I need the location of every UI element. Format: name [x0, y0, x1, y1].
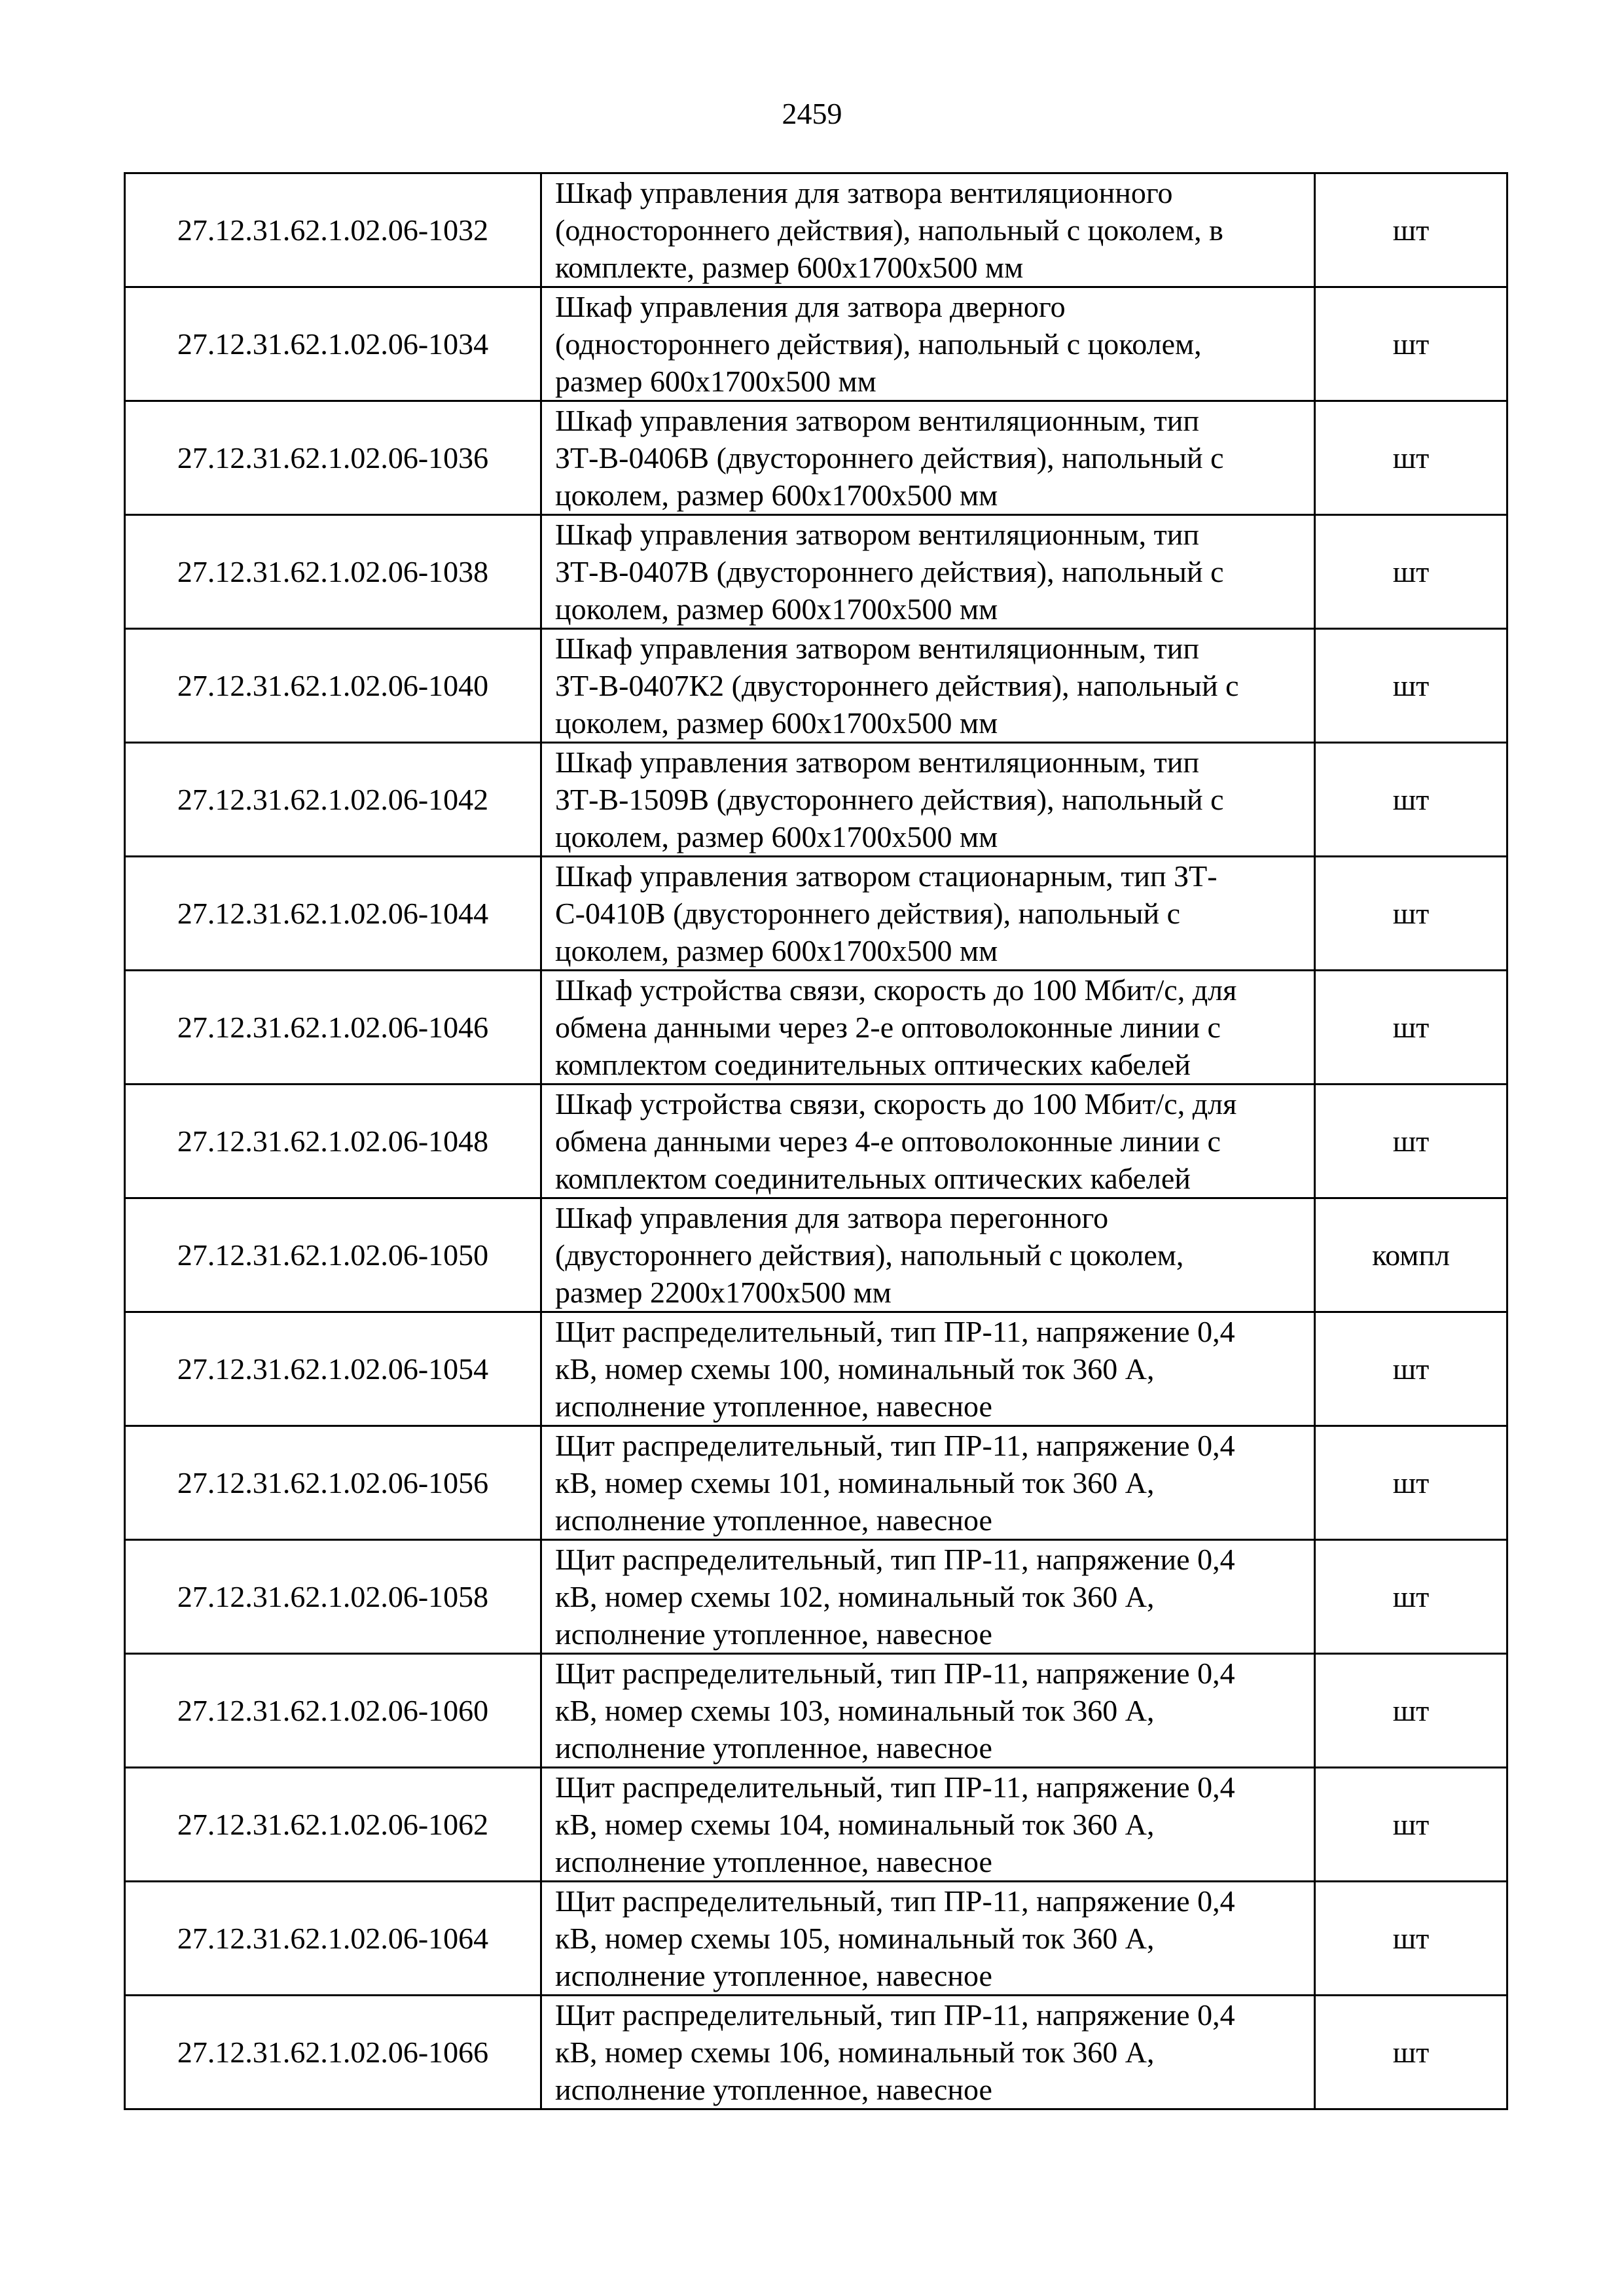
resource-code: 27.12.31.62.1.02.06-1056: [125, 1426, 541, 1540]
unit-of-measure: шт: [1315, 173, 1507, 287]
table-row: [125, 1996, 1507, 2109]
description-line: комплекте, размер 600х1700х500 мм: [555, 251, 1024, 284]
description-line: Щит распределительный, тип ПР-11, напряжение 0,4: [555, 1315, 1235, 1348]
resource-code: 27.12.31.62.1.02.06-1046: [125, 971, 541, 1085]
description-line: ЗТ-В-0407В (двустороннего действия), напольный с: [555, 555, 1224, 588]
description-line: размер 600х1700х500 мм: [555, 365, 876, 398]
table-row: [125, 743, 1507, 857]
resource-description: [541, 1996, 1315, 2109]
description-line: Шкаф управления затвором вентиляционным, тип: [555, 745, 1199, 779]
resource-description: [541, 629, 1315, 743]
description-line: Щит распределительный, тип ПР-11, напряжение 0,4: [555, 1543, 1235, 1576]
table-row: [125, 971, 1507, 1085]
description-line: С-0410В (двустороннего действия), напольный с: [555, 897, 1181, 930]
resource-table: [124, 172, 1508, 2110]
description-line: Шкаф устройства связи, скорость до 100 Мбит/с, для: [555, 973, 1237, 1007]
resource-code: 27.12.31.62.1.02.06-1058: [125, 1540, 541, 1654]
page-number: 2459: [782, 97, 842, 130]
table-row: [125, 401, 1507, 515]
description-line: исполнение утопленное, навесное: [555, 1390, 992, 1423]
table-row: [125, 1654, 1507, 1768]
resource-description: [541, 1540, 1315, 1654]
resource-code: 27.12.31.62.1.02.06-1040: [125, 629, 541, 743]
unit-of-measure: шт: [1315, 857, 1507, 971]
table-row: [125, 857, 1507, 971]
description-line: Шкаф управления для затвора вентиляционного: [555, 176, 1173, 209]
unit-of-measure: шт: [1315, 287, 1507, 401]
resource-description: [541, 1198, 1315, 1312]
unit-of-measure: компл: [1315, 1198, 1507, 1312]
description-line: размер 2200х1700х500 мм: [555, 1276, 892, 1309]
table-row: [125, 173, 1507, 287]
resource-description: [541, 401, 1315, 515]
resource-description: [541, 1654, 1315, 1768]
description-line: Щит распределительный, тип ПР-11, напряжение 0,4: [555, 1429, 1235, 1462]
table-row: [125, 1085, 1507, 1198]
table-row: [125, 1426, 1507, 1540]
resource-description: [541, 1882, 1315, 1996]
description-line: Шкаф управления затвором вентиляционным, тип: [555, 404, 1199, 437]
resource-code: 27.12.31.62.1.02.06-1060: [125, 1654, 541, 1768]
resource-description: [541, 287, 1315, 401]
description-line: исполнение утопленное, навесное: [555, 1731, 992, 1765]
unit-of-measure: шт: [1315, 1882, 1507, 1996]
unit-of-measure: шт: [1315, 629, 1507, 743]
description-line: цоколем, размер 600х1700х500 мм: [555, 478, 998, 512]
table-row: [125, 1768, 1507, 1882]
resource-code: 27.12.31.62.1.02.06-1032: [125, 173, 541, 287]
resource-description: [541, 1312, 1315, 1426]
unit-of-measure: шт: [1315, 1312, 1507, 1426]
description-line: исполнение утопленное, навесное: [555, 1617, 992, 1651]
unit-of-measure: шт: [1315, 971, 1507, 1085]
description-line: цоколем, размер 600х1700х500 мм: [555, 934, 998, 967]
description-line: исполнение утопленное, навесное: [555, 1845, 992, 1878]
unit-of-measure: шт: [1315, 1996, 1507, 2109]
description-line: (двустороннего действия), напольный с цоколем,: [555, 1238, 1184, 1272]
description-line: цоколем, размер 600х1700х500 мм: [555, 820, 998, 853]
description-line: кВ, номер схемы 104, номинальный ток 360 А,: [555, 1808, 1155, 1841]
unit-of-measure: шт: [1315, 743, 1507, 857]
description-line: Шкаф управления затвором вентиляционным, тип: [555, 518, 1199, 551]
description-line: Шкаф управления для затвора дверного: [555, 290, 1066, 323]
table-row: [125, 1882, 1507, 1996]
description-line: ЗТ-В-0407К2 (двустороннего действия), напольный с: [555, 669, 1239, 702]
resource-code: 27.12.31.62.1.02.06-1034: [125, 287, 541, 401]
description-line: исполнение утопленное, навесное: [555, 1503, 992, 1537]
resource-code: 27.12.31.62.1.02.06-1062: [125, 1768, 541, 1882]
resource-description: [541, 1426, 1315, 1540]
description-line: Щит распределительный, тип ПР-11, напряжение 0,4: [555, 1770, 1235, 1804]
resource-description: [541, 515, 1315, 629]
resource-code: 27.12.31.62.1.02.06-1038: [125, 515, 541, 629]
description-line: Щит распределительный, тип ПР-11, напряжение 0,4: [555, 1657, 1235, 1690]
description-line: комплектом соединительных оптических кабелей: [555, 1162, 1191, 1195]
resource-description: [541, 1768, 1315, 1882]
unit-of-measure: шт: [1315, 1540, 1507, 1654]
description-line: кВ, номер схемы 103, номинальный ток 360 А,: [555, 1694, 1155, 1727]
unit-of-measure: шт: [1315, 515, 1507, 629]
description-line: кВ, номер схемы 101, номинальный ток 360 А,: [555, 1466, 1155, 1499]
unit-of-measure: шт: [1315, 401, 1507, 515]
description-line: Шкаф управления затвором стационарным, тип ЗТ-: [555, 859, 1218, 893]
resource-description: [541, 857, 1315, 971]
unit-of-measure: шт: [1315, 1085, 1507, 1198]
table-row: [125, 287, 1507, 401]
description-line: кВ, номер схемы 100, номинальный ток 360 А,: [555, 1352, 1155, 1386]
description-line: ЗТ-В-0406В (двустороннего действия), напольный с: [555, 441, 1224, 475]
resource-code: 27.12.31.62.1.02.06-1044: [125, 857, 541, 971]
resource-code: 27.12.31.62.1.02.06-1048: [125, 1085, 541, 1198]
description-line: Шкаф устройства связи, скорость до 100 Мбит/с, для: [555, 1087, 1237, 1121]
unit-of-measure: шт: [1315, 1768, 1507, 1882]
description-line: комплектом соединительных оптических кабелей: [555, 1048, 1191, 1081]
resource-description: [541, 173, 1315, 287]
resource-description: [541, 1085, 1315, 1198]
resource-table-body: [125, 173, 1507, 2109]
unit-of-measure: шт: [1315, 1426, 1507, 1540]
table-row: [125, 1312, 1507, 1426]
description-line: (одностороннего действия), напольный с цоколем, в: [555, 213, 1223, 247]
description-line: цоколем, размер 600х1700х500 мм: [555, 706, 998, 740]
unit-of-measure: шт: [1315, 1654, 1507, 1768]
description-line: кВ, номер схемы 106, номинальный ток 360 А,: [555, 2036, 1155, 2069]
resource-code: 27.12.31.62.1.02.06-1054: [125, 1312, 541, 1426]
description-line: Щит распределительный, тип ПР-11, напряжение 0,4: [555, 1998, 1235, 2032]
description-line: исполнение утопленное, навесное: [555, 2073, 992, 2106]
resource-description: [541, 971, 1315, 1085]
description-line: кВ, номер схемы 105, номинальный ток 360 А,: [555, 1922, 1155, 1955]
table-row: [125, 1198, 1507, 1312]
table-row: [125, 629, 1507, 743]
resource-code: 27.12.31.62.1.02.06-1050: [125, 1198, 541, 1312]
description-line: кВ, номер схемы 102, номинальный ток 360 А,: [555, 1580, 1155, 1613]
table-row: [125, 1540, 1507, 1654]
description-line: ЗТ-В-1509В (двустороннего действия), напольный с: [555, 783, 1224, 816]
description-line: обмена данными через 4-е оптоволоконные линии с: [555, 1124, 1221, 1158]
resource-code: 27.12.31.62.1.02.06-1066: [125, 1996, 541, 2109]
description-line: Шкаф управления затвором вентиляционным, тип: [555, 632, 1199, 665]
resource-description: [541, 743, 1315, 857]
description-line: исполнение утопленное, навесное: [555, 1959, 992, 1992]
description-line: обмена данными через 2-е оптоволоконные линии с: [555, 1011, 1221, 1044]
description-line: (одностороннего действия), напольный с цоколем,: [555, 327, 1202, 361]
table-row: [125, 515, 1507, 629]
resource-code: 27.12.31.62.1.02.06-1064: [125, 1882, 541, 1996]
resource-code: 27.12.31.62.1.02.06-1042: [125, 743, 541, 857]
resource-code: 27.12.31.62.1.02.06-1036: [125, 401, 541, 515]
description-line: Щит распределительный, тип ПР-11, напряжение 0,4: [555, 1884, 1235, 1918]
description-line: Шкаф управления для затвора перегонного: [555, 1201, 1109, 1234]
description-line: цоколем, размер 600х1700х500 мм: [555, 592, 998, 626]
